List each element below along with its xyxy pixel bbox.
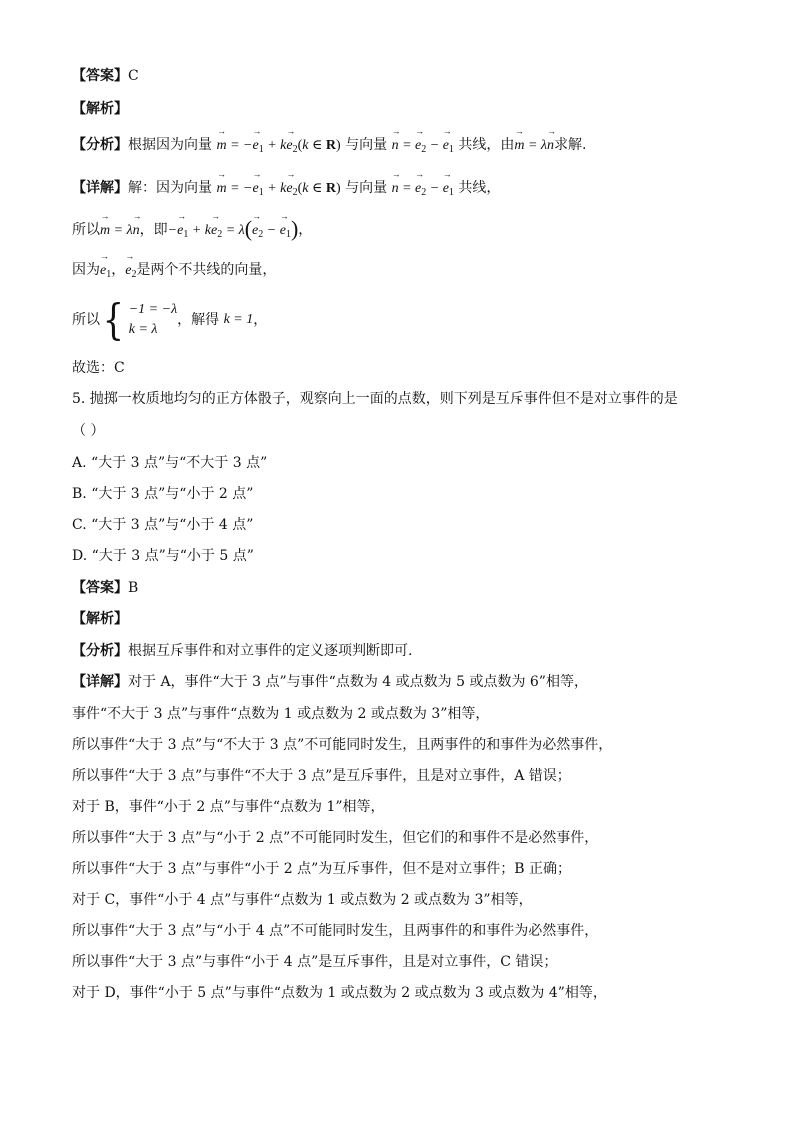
q5-option-a: A. “大于 3 点”与“不大于 3 点” [72,455,268,471]
q4-so-formula: → m = λ→ n [100,223,140,238]
q4-equation-formula: −→ $e_1 + k\to e_2 = \lambda(\to e_2$ − → $e_1$) [168,223,299,238]
q5-fenxi-line [72,641,412,661]
q4-fenxi-line [72,135,586,160]
q5-detail-line-11: 对于 D，事件“小于 5 点”与事件“点数为 1 或点数为 2 或点数为 3 或点数为 4”相等， [72,985,607,1001]
q5-detail-tag: 【详解】 [72,674,128,690]
q4-fenxi-text-c: 共线，由 [458,137,515,153]
q4-because-text-b: 是两个不共线的向量， [136,262,277,278]
q4-fenxi-text-a: 根据因为向量 [128,137,212,153]
q4-detail-line-4 [72,295,268,344]
q4-so-text: 所以 [72,222,100,238]
q4-cases-row-1: −1 = −λ [128,302,178,317]
q5-detail-line-2: 事件“不大于 3 点”与事件“点数为 1 或点数为 2 或点数为 3”相等， [72,706,490,722]
left-brace-icon: { [102,295,125,344]
q5-detail-line-8: 对于 C，事件“小于 4 点”与事件“点数为 1 或点数为 2 或点数为 3”相等， [72,892,533,908]
q4-detail-text-b: 与向量 [345,180,388,196]
q4-detail-text-c: 共线， [458,180,501,196]
q4-so-text-b: ，即 [139,222,168,238]
q5-fenxi-text: 根据互斥事件和对立事件的定义逐项判断即可. [128,643,413,659]
q5-detail-text-1: 对于 A，事件“大于 3 点”与事件“点数为 4 或点数为 5 或点数为 6”相等， [128,674,588,690]
q5-analysis-line [72,609,128,629]
q5-fenxi-tag: 【分析】 [72,643,128,659]
q5-blank: （ ） [72,423,105,439]
q5-option-b: B. “大于 3 点”与“小于 2 点” [72,486,254,502]
q4-e2-vector: → $e_2$ [125,263,136,278]
q5-detail-line-6: 所以事件“大于 3 点”与“小于 2 点”不可能同时发生，但它们的和事件不是必然事件， [72,830,599,846]
q4-fenxi-tag: 【分析】 [72,137,128,153]
q4-detail-line-1 [72,178,500,203]
q4-detail-formula-n: → n = → $e_2$ − → $e_1$ [392,181,454,196]
q5-detail-line-3: 所以事件“大于 3 点”与“不大于 3 点”不可能同时发生，且两事件的和事件为必然事件， [72,737,613,753]
q4-cases-system [100,295,178,344]
q5-answer-value: B [128,580,139,596]
q4-fenxi-formula-collinear: → m = λ→ n [514,138,554,153]
q4-e1-vector: → $e_1$ [100,263,111,278]
q4-cases-suffix: ，解得 [177,312,220,328]
q4-choice-label: 故选： [72,360,114,376]
q4-fenxi-formula-n: → n = → $e_2$ − → $e_1$ [392,138,454,153]
q5-detail-line-9: 所以事件“大于 3 点”与“小于 4 点”不可能同时发生，且两事件的和事件为必然事件， [72,923,599,939]
q5-option-c: C. “大于 3 点”与“小于 4 点” [72,517,254,533]
q5-analysis-tag: 【解析】 [72,611,128,627]
q5-detail-line-4: 所以事件“大于 3 点”与事件“不大于 3 点”是互斥事件，且是对立事件，A 错误； [72,768,571,784]
q4-because-text: 因为 [72,262,100,278]
q4-detail-text-a: 解：因为向量 [128,180,212,196]
q4-answer-line [72,66,139,86]
q4-cases-row-2: k = λ [128,322,158,337]
q4-answer-tag: 【答案】 [72,68,128,84]
q5-detail-line-5: 对于 B，事件“小于 2 点”与事件“点数为 1”相等， [72,799,385,815]
q4-detail-tag: 【详解】 [72,180,128,196]
q4-choice-line [72,358,125,378]
q5-detail-line-1 [72,672,588,692]
q4-detail-line-2: 所以→ m = λ→ n，即−→ $e_1 + k\to e_2 = \lambda(\to e_2$ − → $e_1$)， [72,219,312,245]
q4-analysis-tag: 【解析】 [72,101,128,117]
q5-detail-line-7: 所以事件“大于 3 点”与事件“小于 2 点”为互斥事件，但不是对立事件；B 正确； [72,861,571,877]
q4-fenxi-formula-m: → m = −→ $e_1 + k\to e_2(k$ ∈ R) [216,138,340,153]
q5-stem: 5. 抛掷一枚质地均匀的正方体骰子，观察向上一面的点数，则下列是互斥事件但不是对立事件的是 [72,391,678,407]
q4-choice-value: C [114,360,125,376]
q4-analysis-line [72,99,128,119]
q4-detail-line-3: 因为→ $e_1$，→ $e_2$是两个不共线的向量， [72,260,276,285]
q5-option-d: D. “大于 3 点”与“小于 5 点” [72,548,254,564]
q4-detail-formula-m: → m = −→ $e_1 + k\to e_2(k$ ∈ R) [216,181,340,196]
q4-solve-result: k = 1 [223,312,254,327]
q5-answer-line [72,578,138,598]
q4-fenxi-text-d: 求解. [554,137,587,153]
q5-detail-line-10: 所以事件“大于 3 点”与事件“小于 4 点”是互斥事件，且是对立事件，C 错误； [72,954,558,970]
q4-fenxi-text-b: 与向量 [345,137,388,153]
q5-answer-tag: 【答案】 [72,580,128,596]
q4-solve-end: ， [253,312,268,328]
q4-answer-value: C [128,68,139,84]
q4-cases-prefix: 所以 [72,312,100,328]
